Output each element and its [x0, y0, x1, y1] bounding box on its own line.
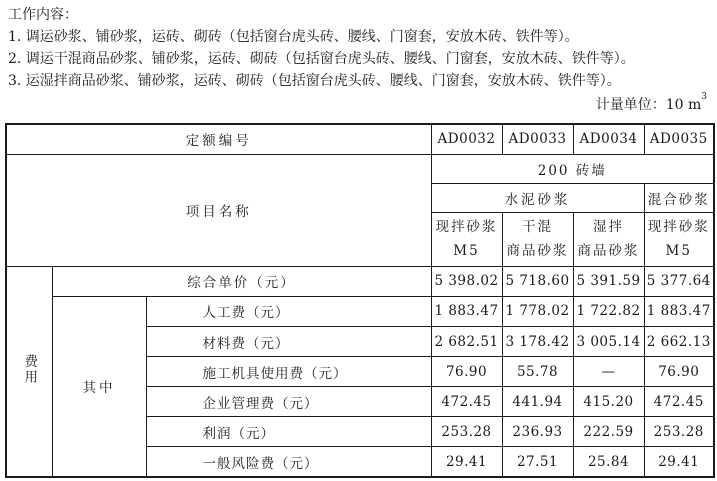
code-cell: AD0032: [431, 124, 502, 154]
code-cell: AD0033: [502, 124, 573, 154]
subheader-top: 干混: [522, 219, 554, 236]
fee-value: 25.84: [573, 447, 644, 477]
code-row: [6, 124, 714, 154]
subheader-bottom: 商品砂浆: [506, 243, 569, 260]
fee-value: —: [573, 357, 644, 387]
work-item-3: 3. 运湿拌商品砂浆、铺砂浆，运砖、砌砖（包括窗台虎头砖、腰线、门窗套，安放木砖、铁件等）。: [8, 73, 621, 89]
fee-value: 1 883.47: [431, 296, 502, 326]
wall-type-label: 200 砖墙: [431, 154, 714, 183]
fee-value: 3 178.42: [502, 327, 573, 357]
fee-value: 472.45: [644, 387, 714, 417]
fee-label: 费用: [21, 353, 38, 385]
fee-value: 3 005.14: [573, 327, 644, 357]
work-item-2: 2. 调运干混商品砂浆、铺砂浆，运砖、砌砖（包括窗台虎头砖、腰线、门窗套，安放木砖、铁件等）。: [8, 51, 635, 67]
fee-value: 236.93: [502, 417, 573, 447]
subheader-cell: [573, 212, 644, 266]
work-content: [8, 4, 713, 92]
fee-value: 2 662.13: [644, 327, 714, 357]
unit-superscript: 3: [701, 92, 707, 102]
mixed-mortar-label: 混合砂浆: [644, 183, 714, 212]
fee-cell: [6, 266, 52, 477]
fee-value: 27.51: [502, 447, 573, 477]
fee-value: 1 722.82: [573, 296, 644, 326]
subheader-top: 现拌砂浆: [647, 219, 710, 236]
fee-row-label: 一般风险费（元）: [146, 447, 431, 477]
fee-value: 2 682.51: [431, 327, 502, 357]
item-name-label: 项目名称: [6, 154, 431, 266]
code-cell: AD0034: [573, 124, 644, 154]
fee-value: 55.78: [502, 357, 573, 387]
wall-row: [6, 154, 714, 183]
subheader-top: 湿拌: [593, 219, 625, 236]
fee-row-label: 施工机具使用费（元）: [146, 357, 431, 387]
fee-value: 472.45: [431, 387, 502, 417]
total-value: 5 398.02: [431, 266, 502, 296]
subheader-cell: [431, 212, 502, 266]
fee-row-label: 利润（元）: [146, 417, 431, 447]
subheader-bottom: M5: [665, 243, 692, 260]
fee-row-label: 企业管理费（元）: [146, 387, 431, 417]
fee-row-label: 材料费（元）: [146, 327, 431, 357]
subheader-cell: [644, 212, 714, 266]
subheader-bottom: 商品砂浆: [577, 243, 640, 260]
cement-mortar-label: 水泥砂浆: [431, 183, 644, 212]
fee-value: 76.90: [644, 357, 714, 387]
fee-value: 29.41: [644, 447, 714, 477]
fee-row: [6, 296, 714, 326]
code-cell: AD0035: [644, 124, 714, 154]
work-content-heading: 工作内容：: [8, 7, 78, 23]
unit-label: 计量单位：10 m: [595, 97, 702, 113]
code-label: 定额编号: [6, 124, 431, 154]
fee-value: 222.59: [573, 417, 644, 447]
total-label: 综合单价（元）: [52, 266, 431, 296]
subheader-bottom: M5: [453, 243, 480, 260]
fee-value: 253.28: [431, 417, 502, 447]
fee-value: 415.20: [573, 387, 644, 417]
subheader-top: 现拌砂浆: [435, 219, 498, 236]
measurement-unit: [596, 94, 707, 114]
total-value: 5 718.60: [502, 266, 573, 296]
fee-value: 1 883.47: [644, 296, 714, 326]
total-value: 5 377.64: [644, 266, 714, 296]
fee-row-label: 人工费（元）: [146, 296, 431, 326]
among-label: 其中: [52, 296, 146, 477]
fee-value: 76.90: [431, 357, 502, 387]
subheader-cell: [502, 212, 573, 266]
work-item-1: 1. 调运砂浆、铺砂浆，运砖、砌砖（包括窗台虎头砖、腰线、门窗套，安放木砖、铁件等）。: [8, 29, 579, 45]
fee-value: 29.41: [431, 447, 502, 477]
fee-value: 1 778.02: [502, 296, 573, 326]
total-value: 5 391.59: [573, 266, 644, 296]
fee-value: 253.28: [644, 417, 714, 447]
quota-table: [5, 123, 715, 478]
fee-value: 441.94: [502, 387, 573, 417]
total-row: [6, 266, 714, 296]
